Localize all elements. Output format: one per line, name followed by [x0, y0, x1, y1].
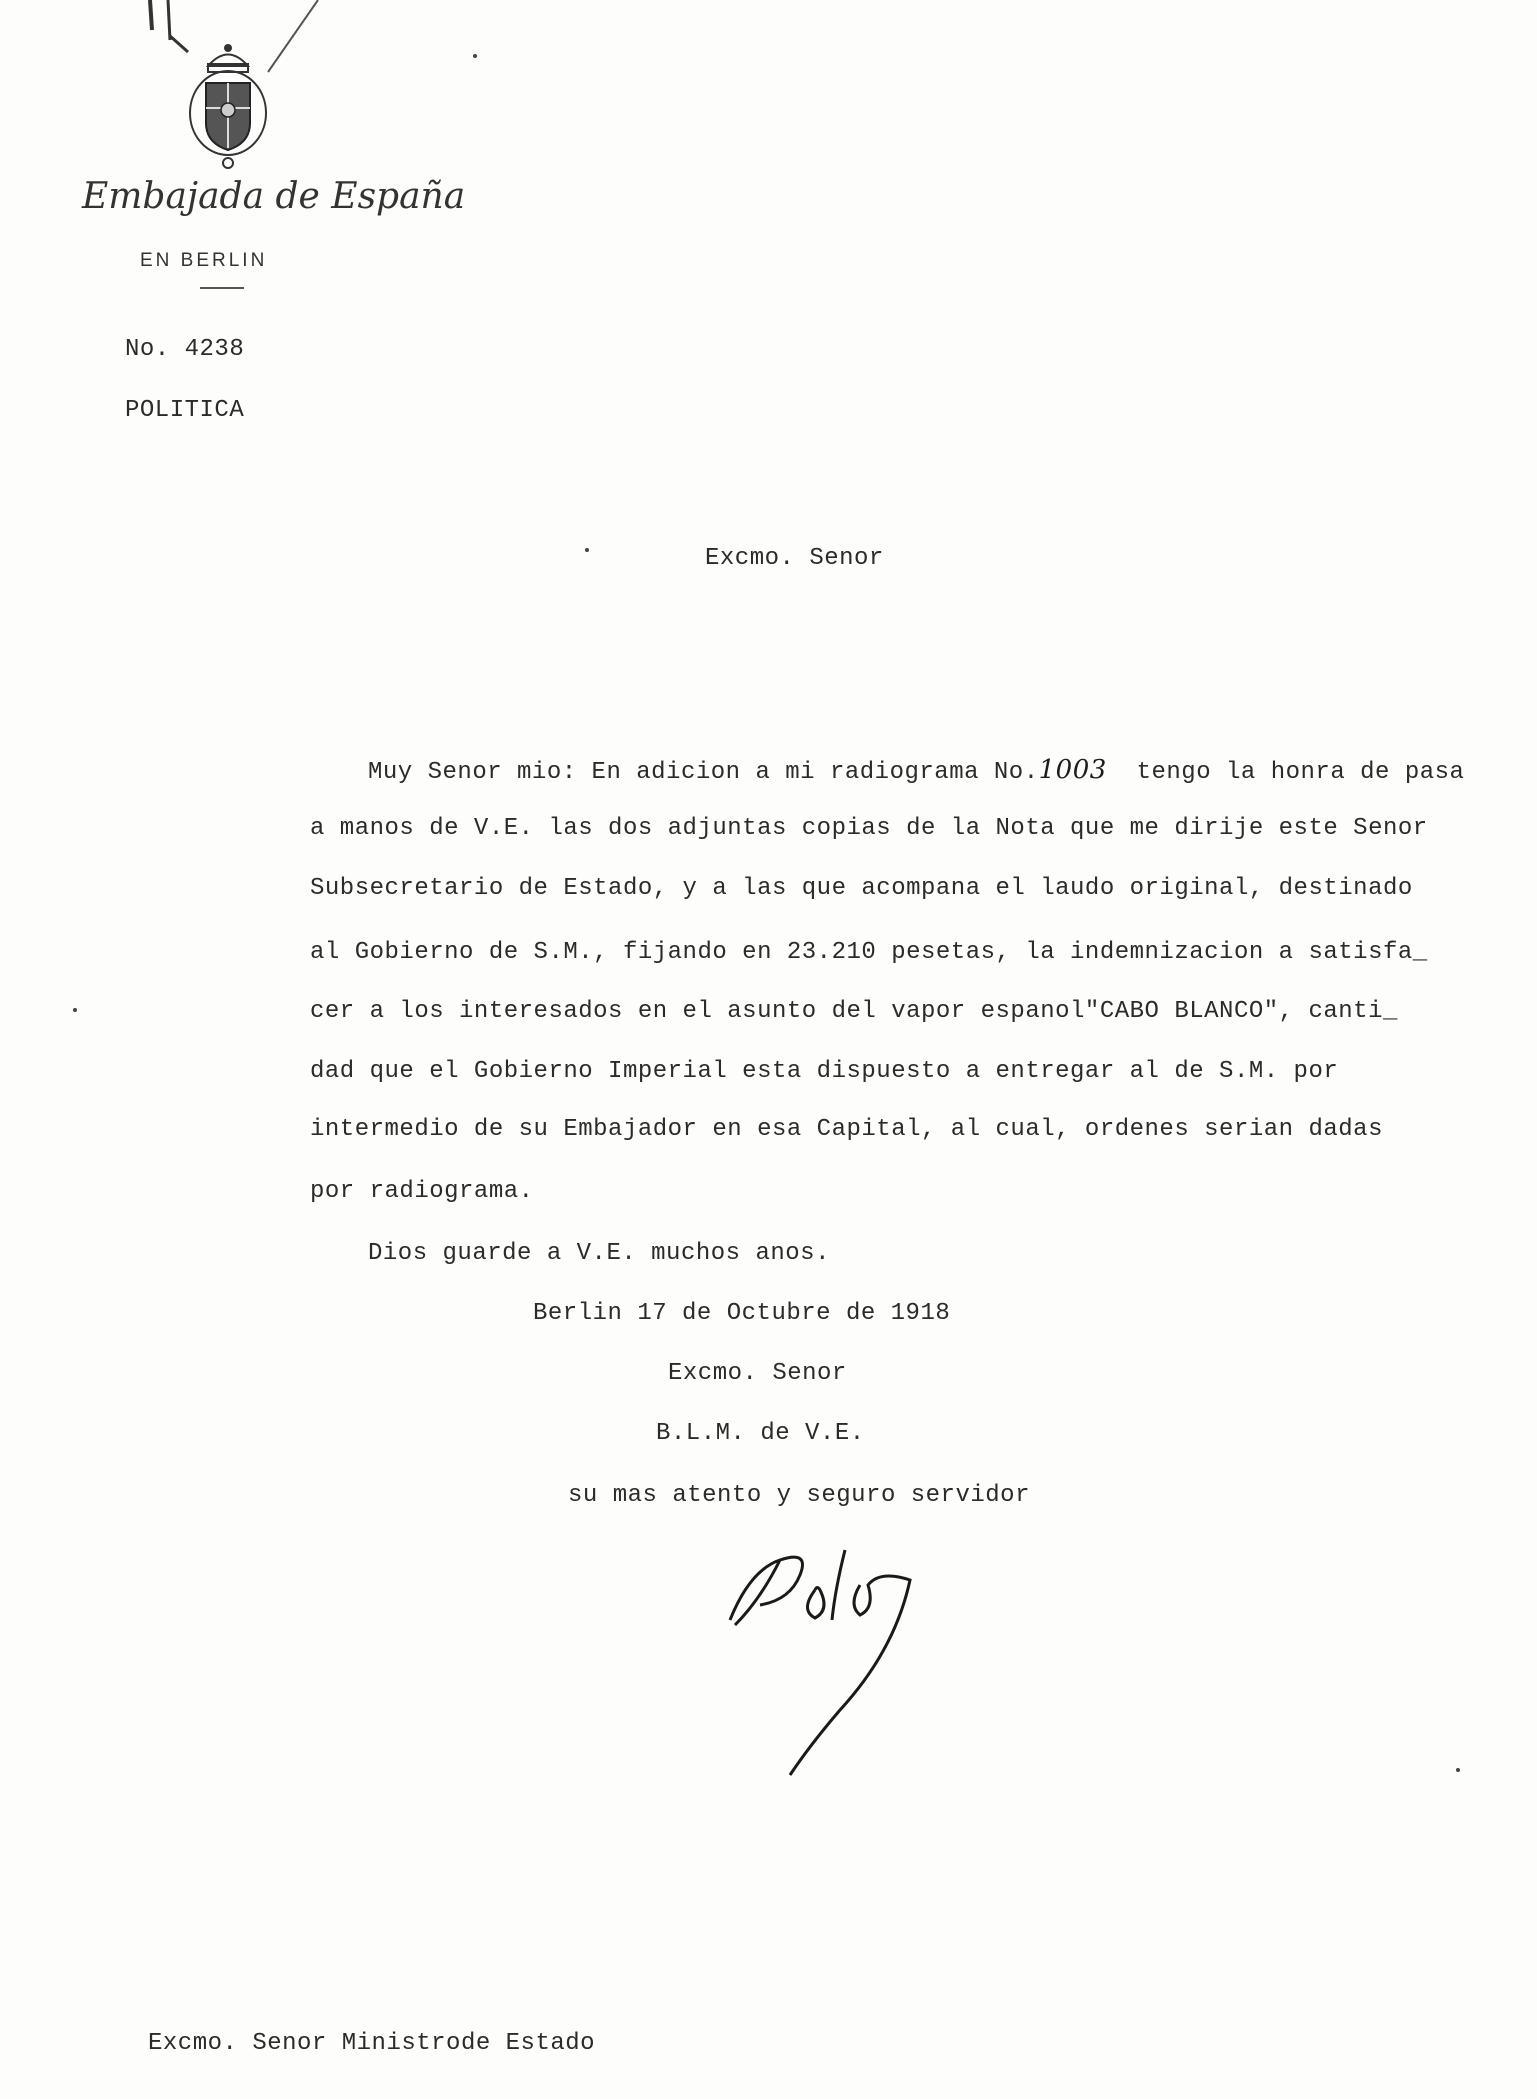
body-line-4: al Gobierno de S.M., fijando en 23.210 pesetas, la indemnizacion a satisfa_	[310, 939, 1428, 966]
closing-address: Excmo. Senor	[668, 1360, 847, 1387]
body-line-8: por radiograma.	[310, 1178, 534, 1205]
coat-of-arms-icon	[178, 38, 278, 178]
closing-blessing: Dios guarde a V.E. muchos anos.	[368, 1240, 830, 1267]
handwritten-number: 1003	[1038, 755, 1107, 785]
document-number: No. 4238	[125, 336, 245, 363]
embassy-name: Embajada de España	[82, 176, 466, 217]
signature-icon	[720, 1530, 940, 1780]
letterhead-divider	[200, 287, 244, 289]
closing-servant: su mas atento y seguro servidor	[568, 1482, 1030, 1509]
place-and-date: Berlin 17 de Octubre de 1918	[533, 1300, 951, 1327]
body-line-7: intermedio de su Embajador en esa Capital, al cual, ordenes serian dadas	[310, 1116, 1383, 1143]
body-line-5: cer a los interesados en el asunto del vapor espanol"CABO BLANCO", canti_	[310, 998, 1398, 1025]
salutation: Excmo. Senor	[705, 545, 884, 572]
body-line-1	[368, 755, 1464, 786]
body-line-6: dad que el Gobierno Imperial esta dispuesto a entregar al de S.M. por	[310, 1058, 1339, 1085]
body-line-3: Subsecretario de Estado, y a las que acompana el laudo original, destinado	[310, 875, 1413, 902]
closing-blm: B.L.M. de V.E.	[656, 1420, 865, 1447]
body-line-2: a manos de V.E. las dos adjuntas copias de la Nota que me dirije este Senor	[310, 815, 1428, 842]
body-line-1-start: Muy Senor mio: En adicion a mi radiograma No.	[368, 759, 1039, 786]
document-section: POLITICA	[125, 397, 245, 424]
embassy-city: EN BERLIN	[140, 250, 268, 271]
body-line-1-end: tengo la honra de pasa	[1136, 759, 1465, 786]
recipient-line: Excmo. Senor Ministrode Estado	[148, 2030, 596, 2057]
